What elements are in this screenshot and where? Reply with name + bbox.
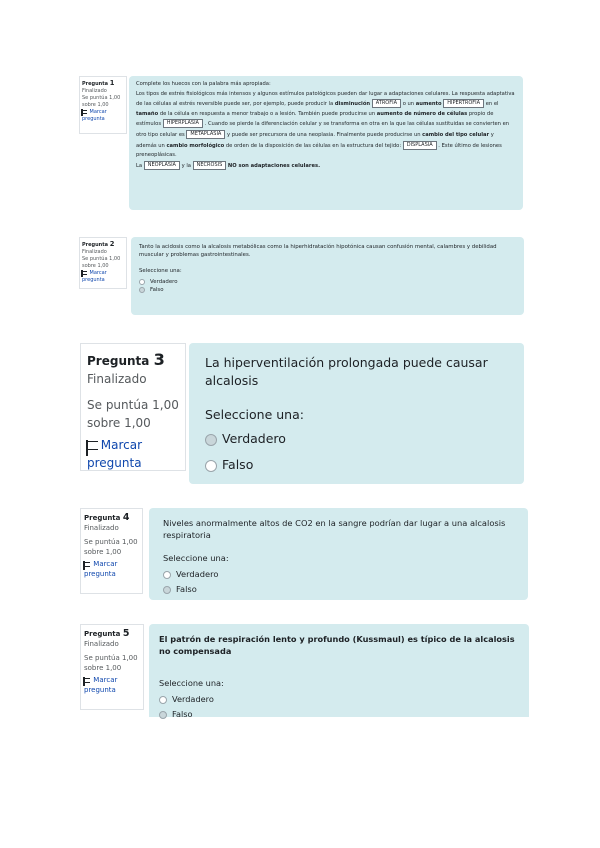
radio-button[interactable] [163,571,171,579]
question-info [80,508,143,594]
option-falso[interactable]: Falso [205,456,508,474]
flag-icon [84,562,90,567]
question-grade: Se puntúa 1,00 sobre 1,00 [82,95,121,108]
question-info [79,76,127,134]
flag-icon [84,678,90,683]
flag-question-link[interactable]: Marcar pregunta [87,438,143,470]
question-number: Pregunta 1 [82,79,115,87]
select-prompt: Seleccione una: [159,678,224,688]
radio-button[interactable] [159,711,167,719]
question-text: Complete los huecos con la palabra más apropiada: Los tipos de estrés fisiológicos más intensos y algunos estímulos patológicos pueden dar lugar a adaptaciones celulares. La respuesta adaptativa de las células al estrés reversible puede ser, por ejemplo, puede producir la disminución ATROFIA o un aumento HIPERTROFIA en el tamaño de la célula en respuesta a menor trabajo o a lesión. También puede producirse un aumento de número de células propio de estímulos HIPERPLASIA . Cuando se pierde la diferenciación celular y se transforma en otra en la que las células sustituidas se convierten en otro tipo celular es METAPLASIA y puede ser precursora de una neoplasia. Finalmente puede producirse un cambio del tipo celular y además un cambio morfológico de orden de la disposición de las células en la estructura del tejido: DISPLASIA . Este último de lesiones preneoplásicas. La NEOPLASIA y la NECROSIS NO son adaptaciones celulares. [136,81,515,169]
option-verdadero[interactable]: Verdadero [139,278,516,286]
select-prompt: Seleccione una: [139,268,182,274]
question-number: Pregunta 2 [82,240,115,248]
select-prompt: Seleccione una: [163,553,229,563]
option-verdadero[interactable]: Verdadero [163,568,514,580]
answer-blank-2[interactable]: HIPERTROFIA [443,99,484,108]
question-info [80,624,144,710]
option-verdadero[interactable]: Verdadero [205,430,508,448]
option-falso[interactable]: Falso [139,286,516,294]
question-info [80,343,186,471]
question-content [189,343,524,484]
question-content [129,76,523,210]
question-number: Pregunta 4 [84,512,130,523]
flag-question-link[interactable]: Marcar pregunta [82,109,107,122]
question-number: Pregunta 5 [84,628,130,639]
question-content [149,624,529,717]
option-falso[interactable]: Falso [163,583,514,595]
question-text: Niveles anormalmente altos de CO2 en la sangre podrían dar lugar a una alcalosis respiratoria [163,518,506,540]
option-verdadero[interactable]: Verdadero [159,693,519,705]
question-state: Finalizado [82,249,107,255]
question-grade: Se puntúa 1,00 sobre 1,00 [82,256,121,269]
flag-icon [82,110,87,114]
question-text: Tanto la acidosis como la alcalosis metabólicas como la hiperhidratación hipotónica causan confusión mental, calambres y debilidad muscular y problemas gastrointestinales. [139,244,497,258]
question-grade: Se puntúa 1,00 sobre 1,00 [84,538,138,556]
answer-blank-4[interactable]: METAPLASIA [186,130,225,139]
flag-question-link[interactable]: Marcar pregunta [84,560,118,578]
question-text: La hiperventilación prolongada puede causar alcalosis [205,355,488,388]
question-state: Finalizado [87,372,147,386]
question-content [131,237,524,315]
flag-icon [87,441,98,450]
question-grade: Se puntúa 1,00 sobre 1,00 [87,398,179,430]
answer-blank-7[interactable]: NECROSIS [193,161,227,170]
question-state: Finalizado [84,524,119,532]
flag-icon [82,271,87,275]
answer-blank-3[interactable]: HIPERPLASIA [163,119,203,128]
question-text: El patrón de respiración lento y profundo (Kussmaul) es típico de la alcalosis no compensada [159,634,515,656]
answer-blank-5[interactable]: DISPLASIA [403,141,437,150]
question-info [79,237,127,289]
flag-question-link[interactable]: Marcar pregunta [82,270,107,283]
radio-button[interactable] [139,279,145,285]
select-prompt: Seleccione una: [205,407,304,422]
radio-button[interactable] [139,287,145,293]
answer-blank-6[interactable]: NEOPLASIA [144,161,180,170]
radio-button[interactable] [159,696,167,704]
question-number: Pregunta 3 [87,350,165,369]
radio-button[interactable] [205,434,217,446]
radio-button[interactable] [205,460,217,472]
question-state: Finalizado [84,640,119,648]
question-content [149,508,528,600]
flag-question-link[interactable]: Marcar pregunta [84,676,118,694]
question-state: Finalizado [82,88,107,94]
option-falso[interactable]: Falso [159,708,519,720]
answer-blank-1[interactable]: ATROFIA [372,99,401,108]
radio-button[interactable] [163,586,171,594]
question-grade: Se puntúa 1,00 sobre 1,00 [84,654,138,672]
